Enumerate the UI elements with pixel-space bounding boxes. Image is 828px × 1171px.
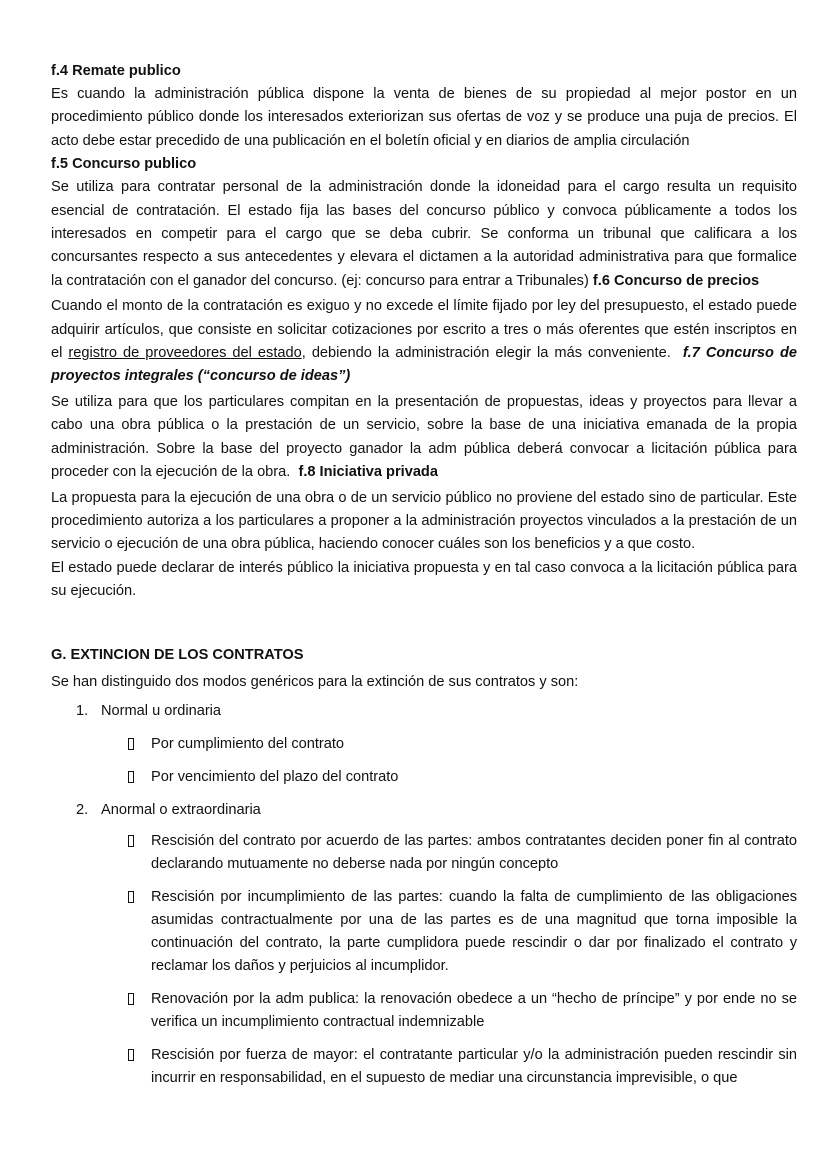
- paragraph-f4: Es cuando la administración pública dispone la venta de bienes de su propiedad al mejor postor en un procedimiento público donde los interesados exteriorizan sus ofertas de voz y se produce una puja de precios. El acto debe estar precedido de una publicación en el boletín oficial y en diarios de amplia circulación: [51, 86, 797, 149]
- bullet-box-icon: [128, 993, 134, 1005]
- section-g: [51, 644, 797, 1090]
- bullet-box-icon: [128, 738, 134, 750]
- heading-f5: f.5 Concurso publico: [51, 156, 197, 173]
- sublist-item-text: Por vencimiento del plazo del contrato: [151, 768, 399, 785]
- sublist-item: [51, 1044, 797, 1090]
- extinction-modes-list-cont: [51, 799, 797, 822]
- list-item-label: Normal u ordinaria: [101, 702, 222, 719]
- paragraph-f6: [51, 295, 797, 389]
- paragraph-f5-text: Se utiliza para contratar personal de la administración donde la idoneidad para el cargo resulta un requisito esencial de contratación. El estado fija las bases del concurso público y convoca públicamente a todos los interesados en competir para el cargo que se deba cubrir. Se conforma un tribunal que calificara a los concursantes respecto a sus antecedentes y elevara el dictamen a la autoridad administrativa para que formalice la contratación con el ganador del concurso. (ej: concurso para entrar a Tribunales): [51, 179, 797, 289]
- heading-f8: f.8 Iniciativa privada: [298, 464, 438, 481]
- sublist-item: [51, 988, 797, 1034]
- paragraph-f6-text-a: Cuando el monto de la contratación es exiguo y no excede el límite fijado por ley del presupuesto, el estado puede adquirir artículos, que consiste en solicitar cotizaciones por escrito a tres o más oferentes que estén inscriptos en el: [51, 298, 797, 362]
- list-number: 1.: [76, 702, 89, 719]
- paragraph-f7-text: Se utiliza para que los particulares compitan en la presentación de propuestas, ideas y proyectos para llevar a cabo una obra pública o la prestación de un servicio, sobre la base de una iniciativa emanada de la propia administración. Sobre la base del proyecto ganador la adm pública deberá convocar a licitación pública para proceder con la ejecución de la obra.: [51, 393, 797, 481]
- paragraph-f8-2: El estado puede declarar de interés público la iniciativa propuesta y en tal caso convoca a la licitación pública para su ejecución.: [51, 559, 797, 600]
- sublist-anormal: [51, 830, 797, 1090]
- bullet-box-icon: [128, 1049, 134, 1061]
- heading-f7: f.7 Concurso de proyectos integrales (“concurso de ideas”): [51, 345, 798, 385]
- heading-f6: f.6 Concurso de precios: [592, 272, 760, 289]
- document-content: [51, 60, 797, 1100]
- sublist-item: [51, 886, 797, 978]
- sublist-item: [51, 733, 797, 756]
- extinction-modes-list: [51, 700, 797, 723]
- bullet-box-icon: [128, 835, 134, 847]
- bullet-box-icon: [128, 771, 134, 783]
- sublist-item-text: Renovación por la adm publica: la renovación obedece a un “hecho de príncipe” y por ende no se verifica un incumplimiento contractual indemnizable: [151, 990, 797, 1030]
- list-item: [51, 799, 797, 822]
- paragraph-g-intro: Se han distinguido dos modos genéricos para la extinción de sus contratos y son:: [51, 673, 579, 690]
- sublist-item-text: Rescisión por fuerza de mayor: el contratante particular y/o la administración pueden rescindir sin incurrir en responsabilidad, en el supuesto de mediar una circunstancia imprevisible, o que: [151, 1046, 797, 1086]
- list-item-label: Anormal o extraordinaria: [101, 801, 261, 818]
- registro-proveedores-link[interactable]: registro de proveedores del estado: [68, 345, 302, 362]
- bullet-box-icon: [128, 891, 134, 903]
- paragraph-f7: [51, 391, 797, 485]
- sublist-item: [51, 766, 797, 789]
- sublist-normal: [51, 733, 797, 789]
- sublist-item-text: Por cumplimiento del contrato: [151, 735, 345, 752]
- sublist-item-text: Rescisión del contrato por acuerdo de las partes: ambos contratantes deciden poner fin al contrato declarando mutuamente no deberse nada por ningún concepto: [151, 832, 797, 872]
- sublist-item: [51, 830, 797, 876]
- list-number: 2.: [76, 801, 89, 818]
- list-item: [51, 700, 797, 723]
- heading-f4: f.4 Remate publico: [51, 63, 181, 79]
- sublist-item-text: Rescisión por incumplimiento de las partes: cuando la falta de cumplimiento de las obligaciones asumidas contractualmente por una de las partes es de una magnitud que torna imposible la continuación del contrato, la parte cumplidora puede rescindir o dar por finalizado el contrato y reclamar los daños y perjuicios al incumplidor.: [151, 888, 797, 974]
- paragraph-f6-text-b: , debiendo la administración elegir la más conveniente.: [301, 345, 671, 362]
- heading-g: G. EXTINCION DE LOS CONTRATOS: [51, 646, 304, 663]
- paragraph-f8-1: La propuesta para la ejecución de una obra o de un servicio público no proviene del estado sino de particular. Este procedimiento autoriza a los particulares a proponer a la administración proyectos vinculados a la prestación de un servicio o ejecución de una obra pública, haciendo conocer cuáles son los beneficios y a que costo.: [51, 489, 797, 553]
- paragraph-f5: [51, 176, 797, 293]
